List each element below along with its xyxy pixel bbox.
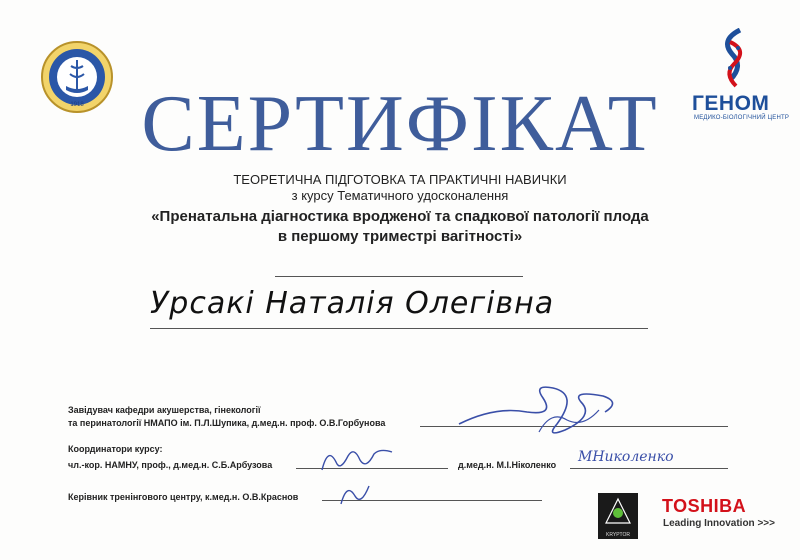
coord1-signature: [318, 442, 398, 478]
toshiba-logo-text: TOSHIBA: [662, 496, 747, 516]
certificate-title: СЕРТИФІКАТ: [141, 80, 659, 168]
training-signature: [335, 478, 375, 510]
divider-line: [275, 276, 523, 277]
recipient-underline: [150, 328, 648, 329]
subtitle-line-1: ТЕОРЕТИЧНА ПІДГОТОВКА ТА ПРАКТИЧНІ НАВИЧКИ: [233, 172, 567, 187]
kryptor-crystal-icon: [598, 493, 638, 531]
seal-year: 1918: [70, 102, 84, 108]
genom-logo-subtitle: МЕДИКО-БІОЛОГІЧНИЙ ЦЕНТР: [694, 115, 790, 121]
toshiba-tagline: Leading Innovation >>>: [663, 518, 775, 529]
head-title-line-2: та перинатології НМАПО ім. П.Л.Шупика, д.мед.н. проф. О.В.Горбунова: [68, 418, 386, 428]
coord2-handwritten-signature: МНиколенко: [578, 449, 674, 465]
head-signature: [455, 380, 625, 442]
coordinator-arbuzova: чл.-кор. НАМНУ, проф., д.мед.н. С.Б.Арбузова: [68, 460, 273, 470]
coordinator-nikolenko: д.мед.н. М.І.Ніколенко: [458, 460, 557, 470]
genom-logo-text: ГЕНОМ: [692, 92, 770, 115]
coordinators-label: Координатори курсу:: [68, 444, 163, 454]
recipient-name: Урсакі Наталія Олегівна: [150, 286, 555, 321]
course-title-line-1: «Пренатальна діагностика вродженої та спадкової патології плода: [151, 208, 649, 225]
subtitle-line-2: з курсу Тематичного удосконалення: [291, 188, 509, 203]
coord2-signature-line: [570, 468, 728, 469]
training-center-head: Керівник тренінгового центру, к.мед.н. О.В.Краснов: [68, 492, 299, 502]
kryptor-logo-text: KRYPTOR: [606, 532, 630, 538]
course-title-line-2: в першому триместрі вагітності»: [277, 228, 523, 245]
head-title-line-1: Завідувач кафедри акушерства, гінекології: [68, 405, 261, 415]
